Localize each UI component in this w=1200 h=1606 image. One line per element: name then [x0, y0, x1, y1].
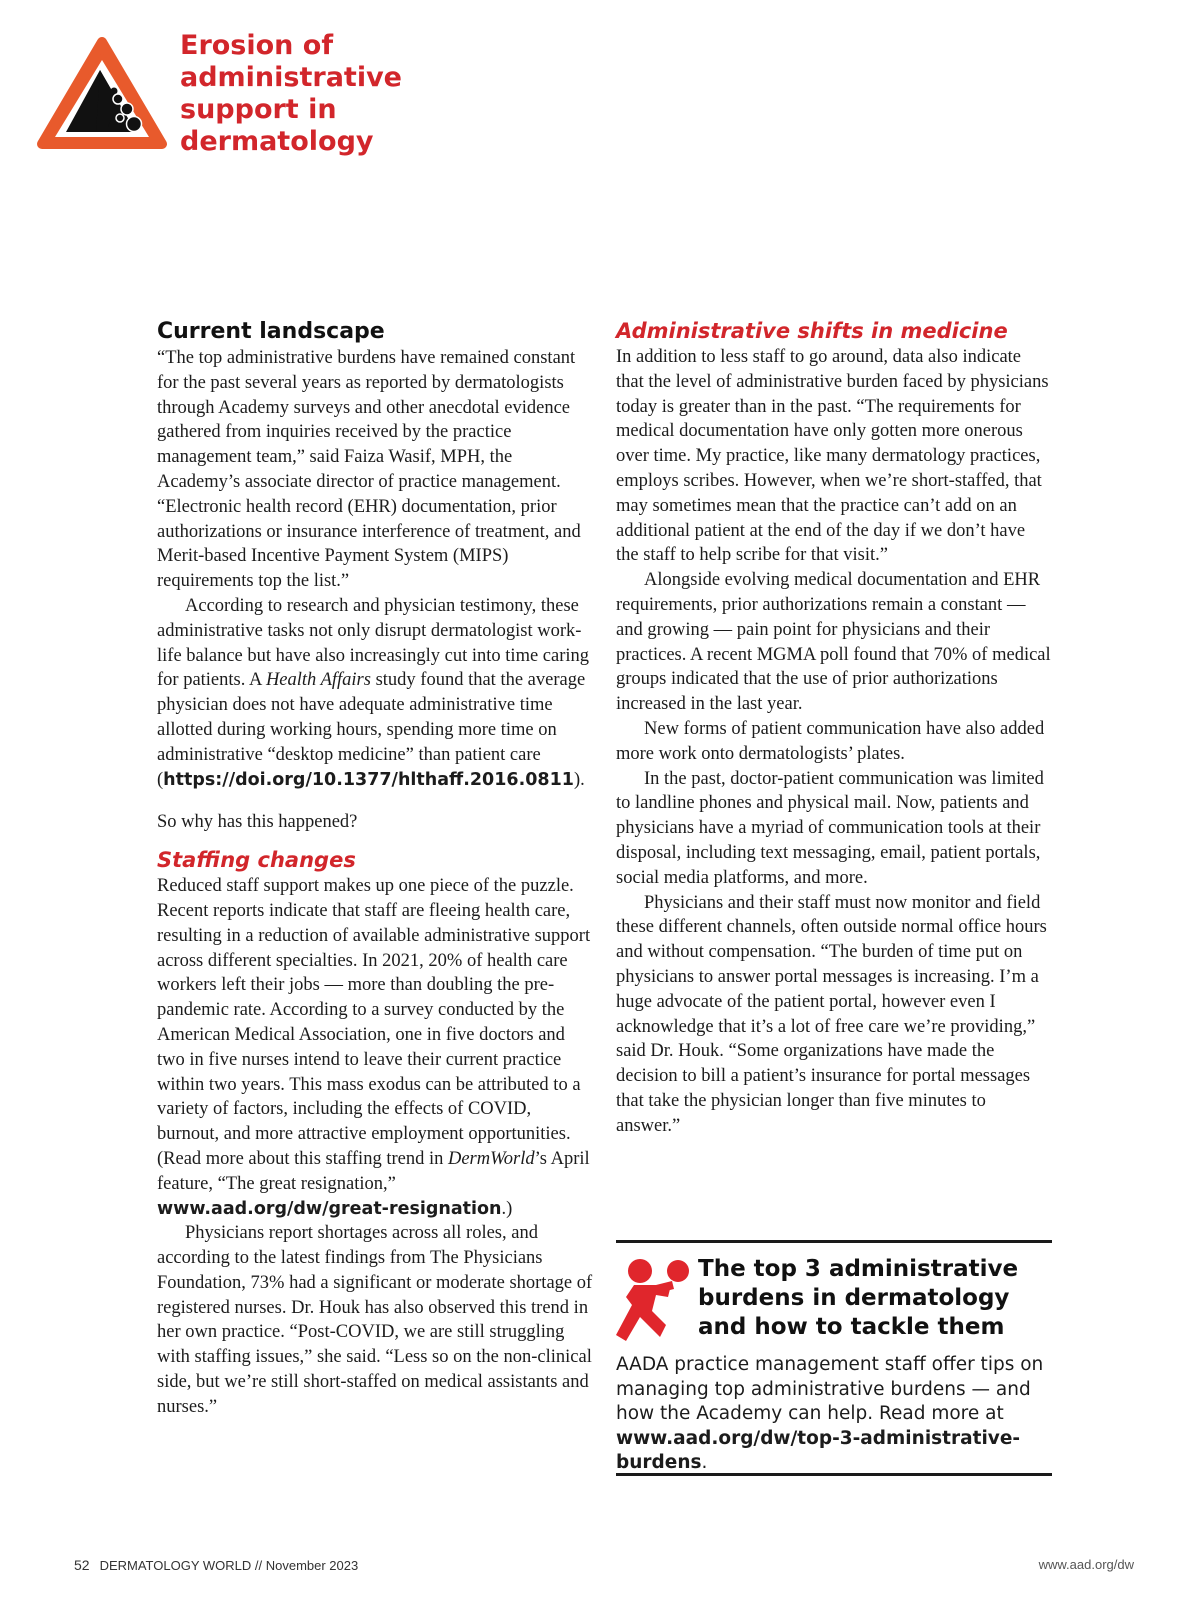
page-number: 52 [74, 1557, 90, 1573]
left-column [157, 318, 593, 1420]
title-line: Erosion of [180, 30, 334, 61]
article-header [36, 30, 436, 170]
great-resignation-link[interactable]: www.aad.org/dw/great-resignation [157, 1198, 502, 1219]
section-heading-staffing-changes: Staffing changes [157, 848, 356, 873]
person-pushing-ball-icon [616, 1255, 692, 1345]
publication-line: DERMATOLOGY WORLD // November 2023 [99, 1558, 359, 1573]
callout-body: AADA practice management staff offer tips on managing top administrative burdens — and how the Academy can help. Read more at www.aad.org/dw/top-3-administrative-burdens. [616, 1354, 1044, 1473]
journal-name: Health Affairs [265, 670, 371, 691]
top-3-burdens-link[interactable]: www.aad.org/dw/top-3-administrative-burdens [616, 1427, 1021, 1473]
paragraph: Reduced staff support makes up one piece of the puzzle. Recent reports indicate that staff are fleeing health care, resulting in a reduction of available administrative support across different specialties. In 2021, 20% of health care workers left their jobs — more than doubling the pre-pandemic rate. According to a survey conducted by the American Medical Association, one in five doctors and two in five nurses intend to leave their current practice within two years. This mass exodus can be attributed to a variety of factors, including the effects of COVID, burnout, and more attractive employment opportunities. (Read more about this staffing trend in DermWorld’s April feature, “The great resignation,” www.aad.org/dw/great-resignation.) [157, 876, 591, 1219]
title-line: dermatology [180, 126, 374, 157]
title-line: administrative [180, 62, 402, 93]
page-footer [74, 1557, 1134, 1577]
magazine-name: DermWorld [447, 1148, 535, 1169]
section-heading-administrative-shifts: Administrative shifts in medicine [616, 319, 1008, 343]
paragraph: Physicians and their staff must now monitor and field these different channels, often outside normal office hours and without compensation. “The burden of time put on physicians to answer portal messages is increasing. I’m a huge advocate of the patient portal, however even I acknowledge that it’s a lot of free care we’re providing,” said Dr. Houk. “Some organizations have made the decision to bill a patient’s insurance for portal messages that take the physician longer than five minutes to answer.” [616, 892, 1047, 1136]
footer-url[interactable]: www.aad.org/dw [1038, 1557, 1134, 1572]
section-heading-current-landscape: Current landscape [157, 319, 385, 344]
doi-link[interactable]: https://doi.org/10.1377/hlthaff.2016.0811 [163, 769, 574, 790]
paragraph: So why has this happened? [157, 812, 358, 833]
callout-title: The top 3 administrative burdens in dermatology and how to tackle them [698, 1256, 1019, 1340]
paragraph: In addition to less staff to go around, data also indicate that the level of administrative burden faced by physicians today is greater than in the past. “The requirements for medical documentation have only gotten more onerous over time. My practice, like many dermatology practices, employs scribes. However, when we’re short-staffed, that may sometimes mean that the practice can’t add on an additional patient at the end of the day if we don’t have the staff to help scribe for that visit.” [616, 347, 1049, 566]
article-title [180, 30, 402, 158]
paragraph: In the past, doctor-patient communication was limited to landline phones and physical mail. Now, patients and physicians have a myriad of communication tools at their disposal, including text messaging, email, patient portals, social media platforms, and more. [616, 768, 1044, 888]
paragraph: “The top administrative burdens have remained constant for the past several years as reported by dermatologists through Academy surveys and other anecdotal evidence gathered from inquiries received by the practice management team,” said Faiza Wasif, MPH, the Academy’s associate director of practice management. “Electronic health record (EHR) documentation, prior authorizations or insurance interference of treatment, and Merit-based Incentive Payment System (MIPS) requirements top the list.” [157, 348, 581, 592]
right-column [616, 318, 1052, 1139]
paragraph: According to research and physician testimony, these administrative tasks not only disrupt dermatologist work-life balance but have also increasingly cut into time caring for patients. A Health Affairs study found that the average physician does not have adequate administrative time allotted during working hours, spending more time on administrative “desktop medicine” than patient care (https://doi.org/10.1377/hlthaff.2016.0811). [157, 595, 590, 790]
paragraph: New forms of patient communication have also added more work onto dermatologists’ plates. [616, 718, 1045, 764]
paragraph: Alongside evolving medical documentation and EHR requirements, prior authorizations remain a constant — and growing — pain point for physicians and their practices. A recent MGMA poll found that 70% of medical groups indicated that the use of prior authorizations increased in the last year. [616, 570, 1051, 715]
title-line: support in [180, 94, 337, 125]
paragraph: Physicians report shortages across all roles, and according to the latest findings from The Physicians Foundation, 73% had a significant or moderate shortage of registered nurses. Dr. Houk has also observed this trend in her own practice. “Post-COVID, we are still struggling with staffing issues,” she said. “Less so on the non-clinical side, but we’re still short-staffed on medical assistants and nurses.” [157, 1223, 593, 1417]
falling-rocks-warning-icon [36, 36, 168, 154]
callout-box [616, 1240, 1052, 1476]
